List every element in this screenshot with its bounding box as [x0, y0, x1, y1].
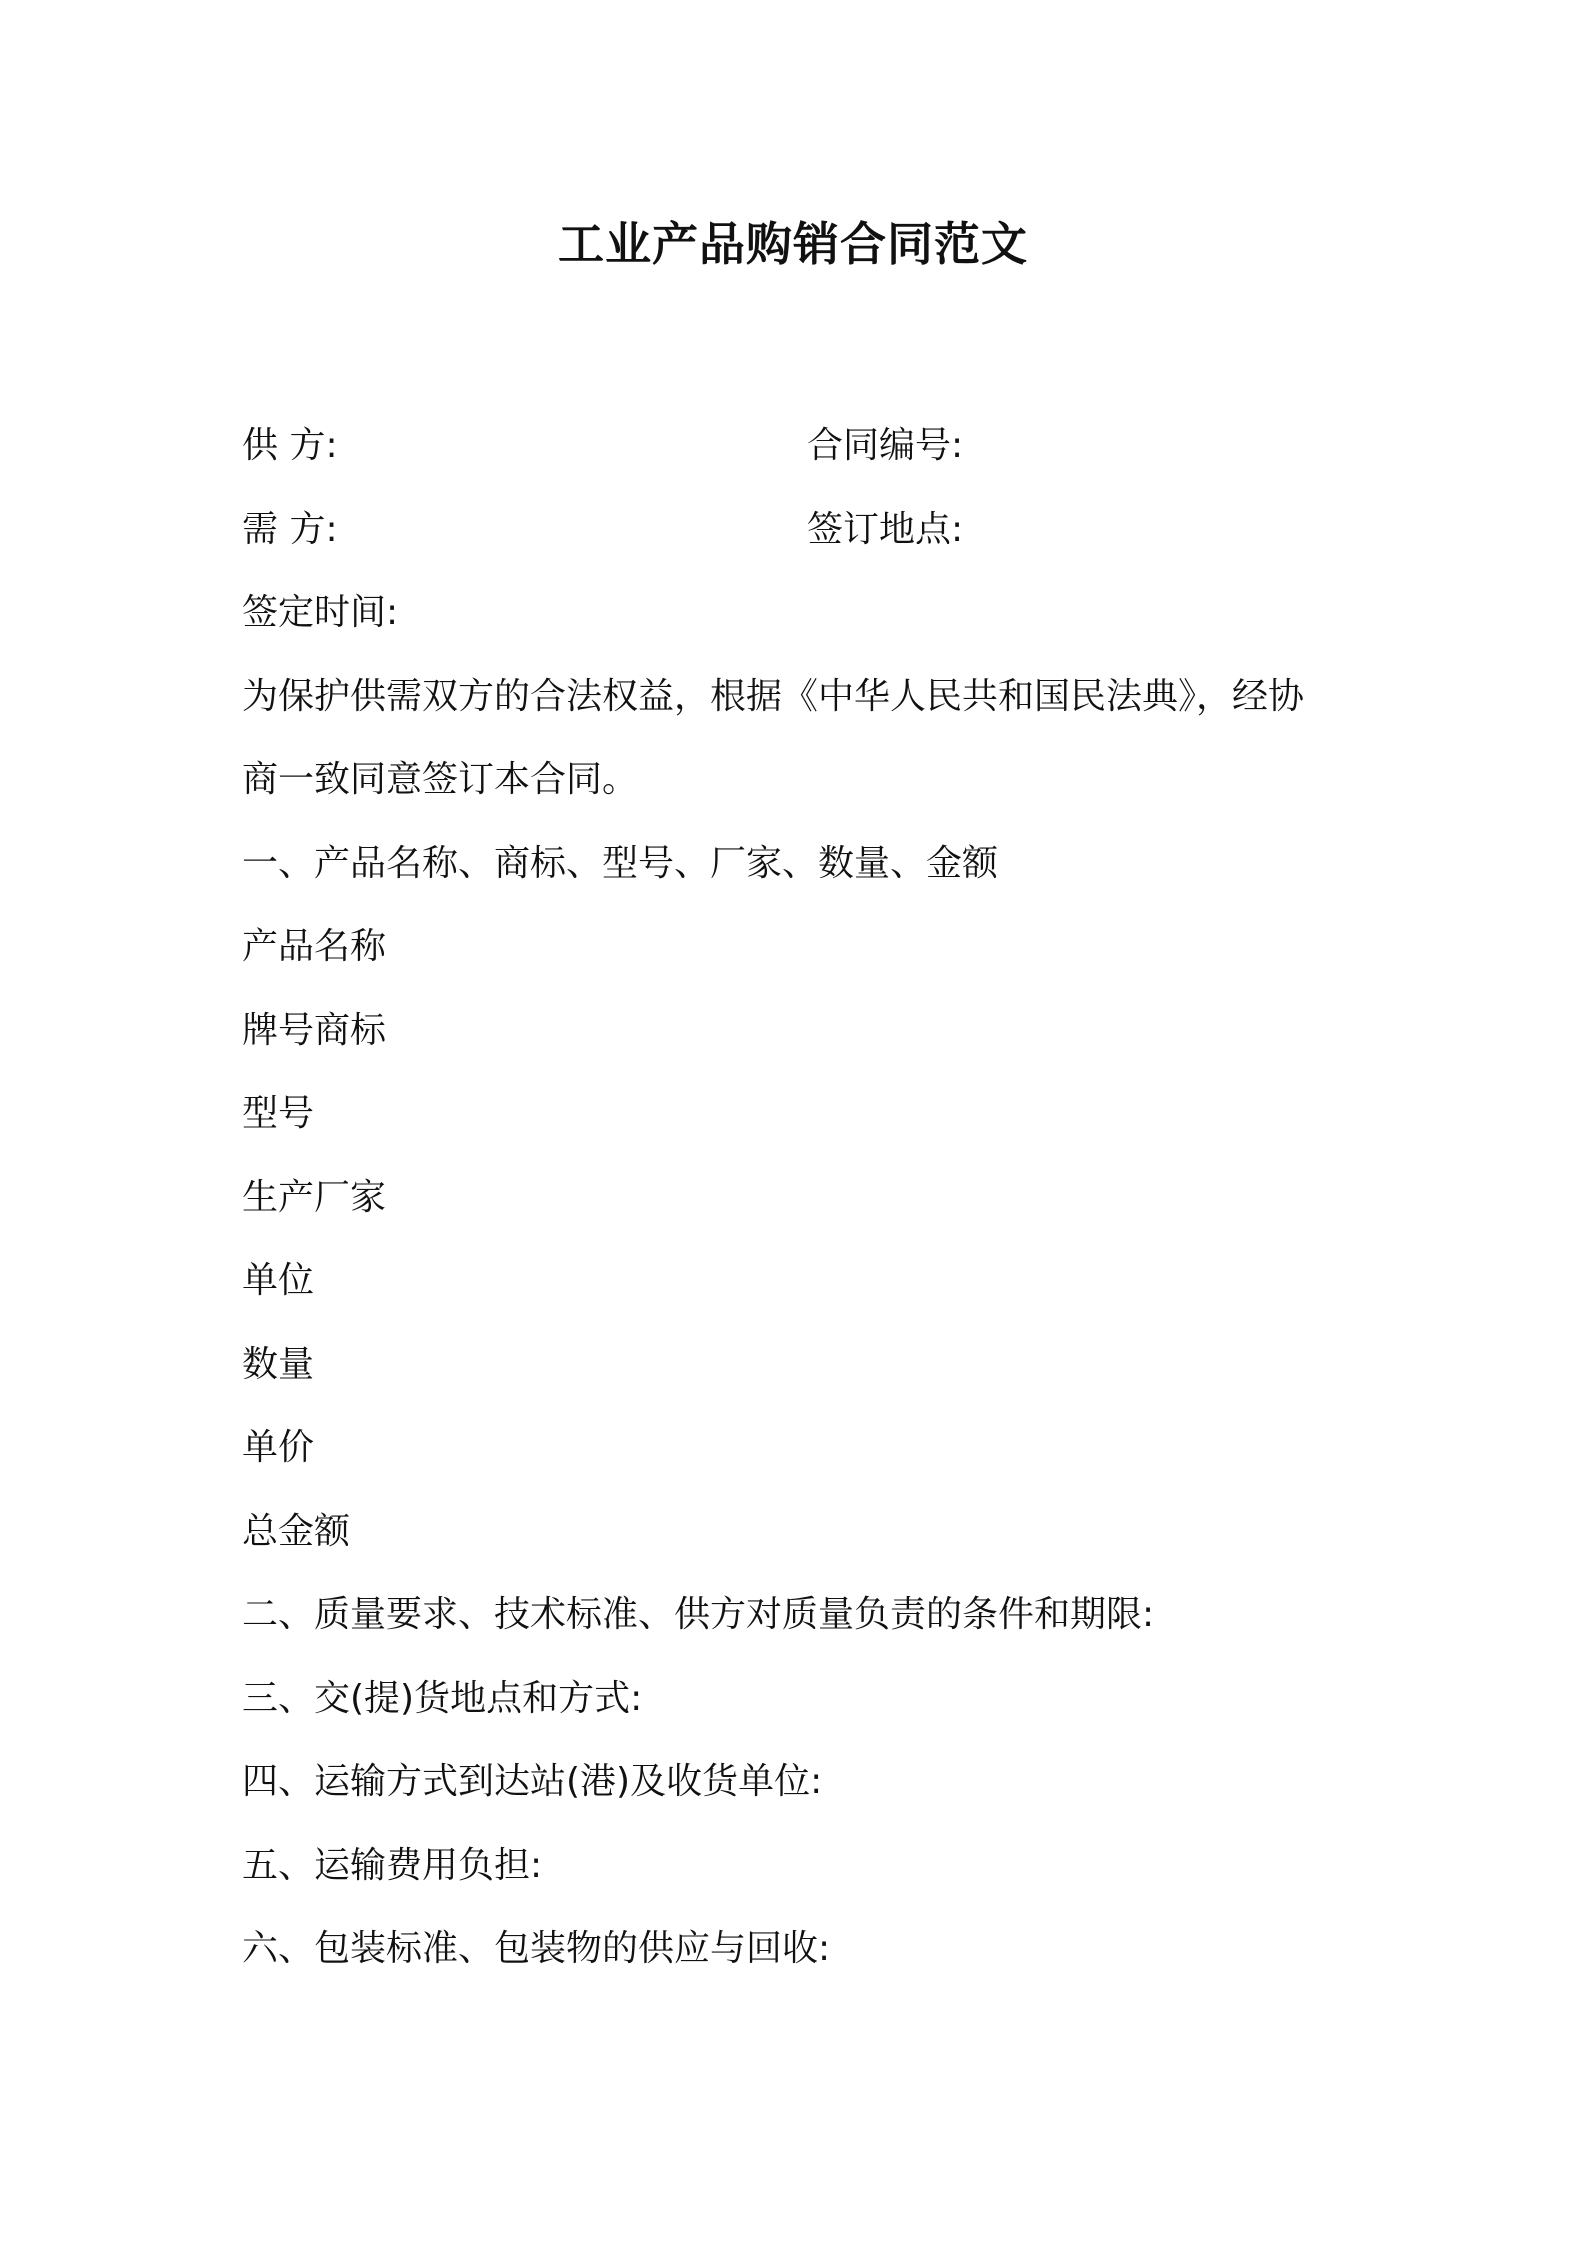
- unit-item: 单位: [242, 1260, 315, 1301]
- signing-time-label: 签定时间:: [242, 592, 399, 633]
- total-amount-item: 总金额: [242, 1510, 351, 1552]
- model-item: 型号: [242, 1093, 315, 1134]
- section-2-heading: 二、质量要求、技术标准、供方对质量负责的条件和期限:: [242, 1594, 1155, 1635]
- header-row-buyer: [242, 488, 1382, 572]
- document-title: 工业产品购销合同范文: [558, 217, 1028, 271]
- section-1-heading: 一、产品名称、商标、型号、厂家、数量、金额: [242, 842, 999, 884]
- section-4-heading: 四、运输方式到达站(港)及收货单位:: [242, 1761, 823, 1802]
- section-6-heading: 六、包装标准、包装物的供应与回收:: [242, 1928, 831, 1969]
- brand-trademark-item: 牌号商标: [242, 1009, 387, 1051]
- buyer-label: 需 方:: [242, 508, 338, 550]
- preamble-line-2: 商一致同意签订本合同。: [242, 759, 639, 800]
- unit-price-item: 单价: [242, 1427, 315, 1468]
- preamble-line-1: 为保护供需双方的合法权益，根据《中华人民共和国民法典》，经协: [242, 675, 1305, 717]
- document-body: [242, 404, 1382, 1991]
- contract-no-label: 合同编号:: [807, 425, 964, 466]
- header-row-supplier: [242, 404, 1382, 488]
- section-3-heading: 三、交(提)货地点和方式:: [242, 1677, 643, 1719]
- supplier-label: 供 方:: [242, 425, 338, 466]
- section-5-heading: 五、运输费用负担:: [242, 1844, 543, 1886]
- product-name-item: 产品名称: [242, 926, 387, 967]
- signing-place-label: 签订地点:: [807, 508, 964, 550]
- manufacturer-item: 生产厂家: [242, 1176, 387, 1218]
- quantity-item: 数量: [242, 1343, 315, 1385]
